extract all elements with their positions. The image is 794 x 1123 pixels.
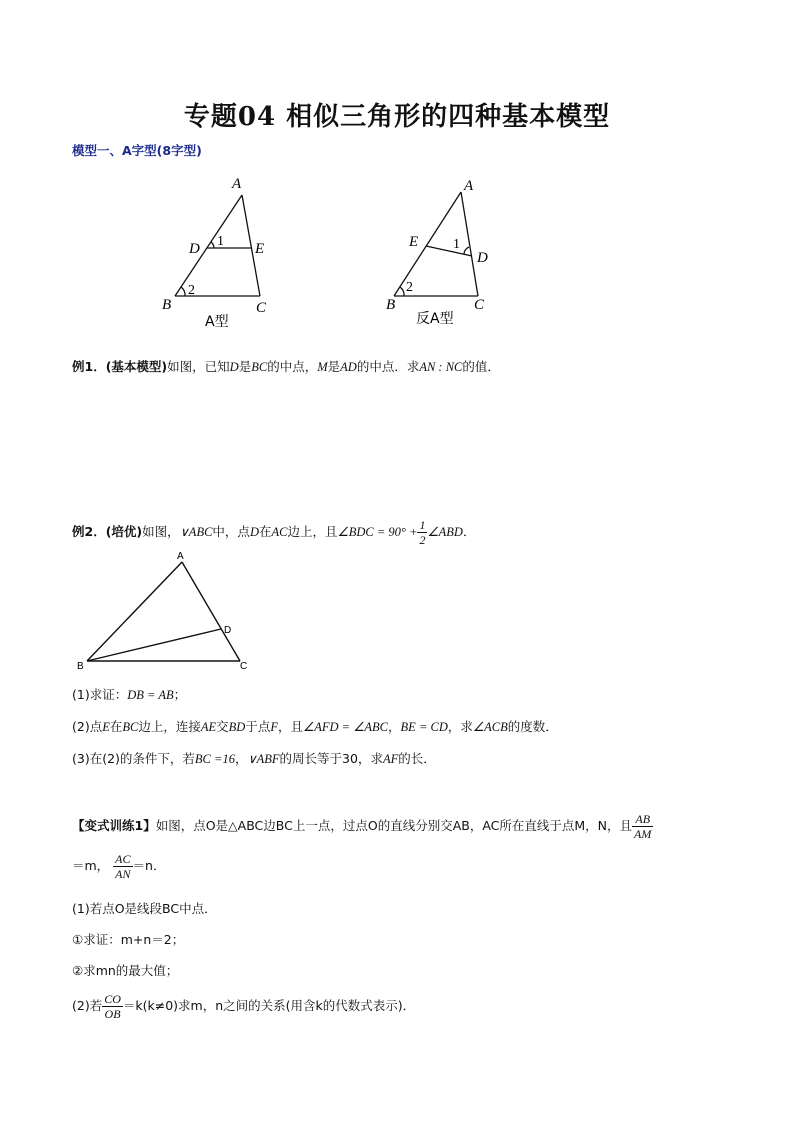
section-title: 模型一、A字型(8字型) <box>72 143 202 158</box>
variant-1-q1a: ①求证：m+n＝2； <box>72 932 185 947</box>
ra-caption: 反A型 <box>416 311 454 327</box>
variant-1-statement: 【变式训练1】如图，点O是△ABC边BC上一点，过点O的直线分别交AB，AC所在直线于点M，N，且 $\frac{AB}{AM}$ <box>72 812 652 841</box>
example-2: 例2．(培优)如图，∨ABC中，点D在AC边上，且∠BDC = 90° + $\frac{1}{2}$ ∠ABD． <box>72 518 476 547</box>
ra-label-A: A <box>464 178 474 194</box>
fraction-ac-an: $\frac{AC}{AN}$ <box>115 852 131 881</box>
ra-angle-2: 2 <box>406 280 413 295</box>
e2-label-A: A <box>177 551 184 562</box>
a-label-C: C <box>256 300 267 316</box>
example-2-q2: (2)点E在BC边上，连接AE交BD于点F，且∠AFD = ∠ABC，BE = CD，求∠ACB的度数． <box>72 719 558 734</box>
ra-label-C: C <box>474 297 485 313</box>
a-label-D: D <box>189 241 200 257</box>
a-label-E: E <box>255 241 265 257</box>
example-1: 例1．(基本模型)如图，已知D是BC的中点，M是AD的中点．求AN : NC的值． <box>72 359 500 374</box>
ra-label-E: E <box>409 234 419 250</box>
a-caption: A型 <box>205 314 229 330</box>
variant-1-q1: (1)若点O是线段BC中点． <box>72 901 217 916</box>
a-label-A: A <box>232 176 242 192</box>
fraction-co-ob: $\frac{CO}{OB}$ <box>104 992 121 1021</box>
ra-angle-1: 1 <box>453 237 460 252</box>
a-type-figure <box>0 0 794 340</box>
ra-label-B: B <box>386 297 396 313</box>
a-angle-2: 2 <box>188 283 195 298</box>
e2-label-D: D <box>224 625 232 636</box>
e2-label-C: C <box>240 661 248 672</box>
a-angle-1: 1 <box>217 234 224 249</box>
variant-1-equation: ＝m， $\frac{AC}{AN}$ ＝n． <box>72 852 166 881</box>
ra-label-D: D <box>477 250 488 266</box>
example-2-q1: (1)求证：DB = AB； <box>72 687 187 702</box>
variant-1-q1b: ②求mn的最大值； <box>72 963 179 978</box>
example-2-figure <box>72 548 262 673</box>
variant-1-q2: (2)若 $\frac{CO}{OB}$ ＝k(k≠0)求m，n之间的关系(用含k的代数式表示)． <box>72 992 416 1021</box>
fraction-ab-am: $\frac{AB}{AM}$ <box>634 812 652 841</box>
a-label-B: B <box>162 297 172 313</box>
e2-label-B: B <box>77 661 84 672</box>
fraction-half: $\frac{1}{2}$ <box>419 518 426 547</box>
example-2-q3: (3)在(2)的条件下，若BC =16，∨ABF的周长等于30，求AF的长． <box>72 751 436 766</box>
page-title: 专题04 相似三角形的四种基本模型 <box>183 102 611 132</box>
